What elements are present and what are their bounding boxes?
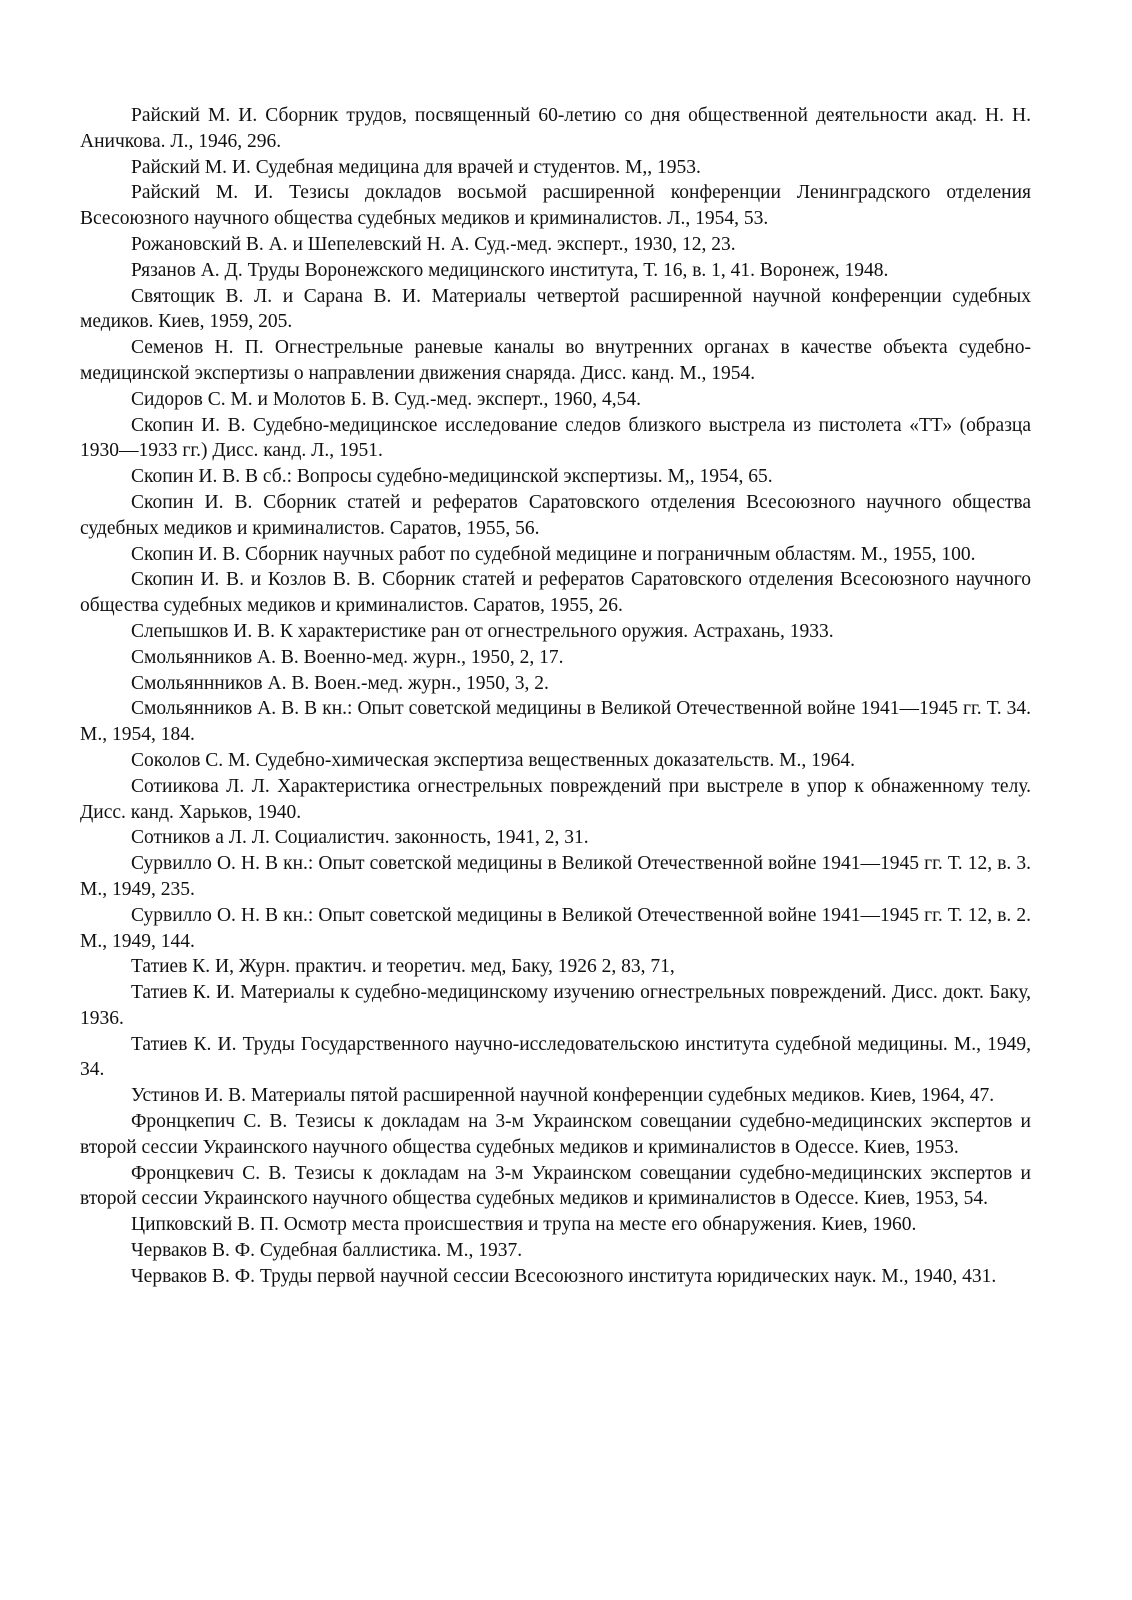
reference-entry: Райский М. И. Тезисы докладов восьмой расширенной конференции Ленинградского отделения Всесоюзного научного общества судебных медиков и криминалистов. Л., 1954, 53. (80, 182, 1031, 230)
reference-entry: Скопин И. В. Сборник статей и рефератов Саратовского отделения Всесоюзного научного общества судебных медиков и криминалистов. Саратов, 1955, 56. (80, 491, 1031, 539)
reference-entry: Татиев К. И, Журн. практич. и теоретич. мед, Баку, 1926 2, 83, 71, (131, 956, 675, 978)
reference-entry: Рязанов А. Д. Труды Воронежского медицинского института, Т. 16, в. 1, 41. Воронеж, 1948. (131, 259, 889, 281)
reference-entry: Смольяннников А. В. Воен.-мед. журн., 1950, 3, 2. (131, 672, 549, 694)
reference-entry: Ципковский В. П. Осмотр места происшествия и трупа на месте его обнаружения. Киев, 1960. (131, 1214, 917, 1236)
reference-entry: Скопин И. В. Судебно-медицинское исследование следов близкого выстрела из пистолета «ТТ» (образца 1930—1933 гг.) Дисс. канд. Л., 1951. (80, 414, 1031, 462)
reference-entry: Устинов И. В. Материалы пятой расширенной научной конференции судебных медиков. Киев, 1964, 47. (131, 1085, 995, 1107)
reference-entry: Смольянников А. В. Военно-мед. журн., 1950, 2, 17. (131, 646, 564, 668)
reference-entry: Слепышков И. В. К характеристике ран от огнестрельного оружия. Астрахань, 1933. (131, 620, 834, 642)
reference-entry: Святощик В. Л. и Сарана В. И. Материалы четвертой расширенной научной конференции судебных медиков. Киев, 1959, 205. (80, 285, 1031, 333)
reference-entry: Сидоров С. М. и Молотов Б. В. Суд.-мед. эксперт., 1960, 4,54. (131, 388, 641, 410)
reference-entry: Сурвилло О. Н. В кн.: Опыт советской медицины в Великой Отечественной войне 1941—1945 гг. Т. 12, в. 3. М., 1949, 235. (80, 853, 1031, 900)
reference-entry: Соколов С. М. Судебно-химическая экспертиза вещественных доказательств. М., 1964. (131, 749, 855, 771)
reference-entry: Райский М. И. Сборник трудов, посвященный 60-летию со дня общественной деятельности акад. Н. Н. Аничкова. Л., 1946, 296. (80, 105, 1031, 152)
reference-list (80, 103, 1031, 1290)
reference-entry: Черваков В. Ф. Труды первой научной сессии Всесоюзного института юридических наук. М., 1940, 431. (131, 1265, 997, 1287)
reference-entry: Фронцкевич С. В. Тезисы к докладам на 3-м Украинском совещании судебно-медицинских экспертов и второй сессии Украинского научного общества судебных медиков и криминалистов в Одессе. Киев, 1953, 54. (80, 1162, 1031, 1210)
reference-entry: Семенов Н. П. Огнестрельные раневые каналы во внутренних органах в качестве объекта судебно-медицинской экспертизы о направлении движения снаряда. Дисс. канд. М., 1954. (80, 337, 1031, 384)
reference-entry: Скопин И. В. Сборник научных работ по судебной медицине и пограничным областям. М., 1955, 100. (131, 543, 976, 565)
reference-entry: Скопин И. В. В сб.: Вопросы судебно-медицинской экспертизы. М,, 1954, 65. (131, 466, 773, 488)
reference-entry: Черваков В. Ф. Судебная баллистика. М., 1937. (131, 1240, 523, 1262)
reference-entry: Сотиикова Л. Л. Характеристика огнестрельных повреждений при выстреле в упор к обнаженному телу. Дисс. канд. Харьков, 1940. (80, 775, 1031, 823)
reference-entry: Сурвилло О. Н. В кн.: Опыт советской медицины в Великой Отечественной войне 1941—1945 гг. Т. 12, в. 2. М., 1949, 144. (80, 904, 1031, 952)
reference-entry: Скопин И. В. и Козлов В. В. Сборник статей и рефератов Саратовского отделения Всесоюзного научного общества судебных медиков и криминалистов. Саратов, 1955, 26. (80, 569, 1031, 617)
reference-entry: Смольянников А. В. В кн.: Опыт советской медицины в Великой Отечественной войне 1941—1945 гг. Т. 34. М., 1954, 184. (80, 698, 1031, 746)
reference-entry: Татиев К. И. Материалы к судебно-медицинскому изучению огнестрельных повреждений. Дисс. докт. Баку, 1936. (80, 982, 1031, 1029)
reference-entry: Фронцкепич С. В. Тезисы к докладам на 3-м Украинском совещании судебно-медицинских экспертов и второй сессии Украинского научного общества судебных медиков и криминалистов в Одессе. Киев, 1953. (80, 1111, 1031, 1158)
reference-entry: Татиев К. И. Труды Государственного научно-исследовательскою института судебной медицины. М., 1949, 34. (80, 1033, 1031, 1081)
reference-entry: Сотников а Л. Л. Социалистич. законность, 1941, 2, 31. (131, 827, 589, 849)
reference-entry: Райский М. И. Судебная медицина для врачей и студентов. М,, 1953. (131, 156, 701, 178)
reference-entry: Рожановский В. А. и Шепелевский Н. А. Суд.-мед. эксперт., 1930, 12, 23. (131, 233, 736, 255)
